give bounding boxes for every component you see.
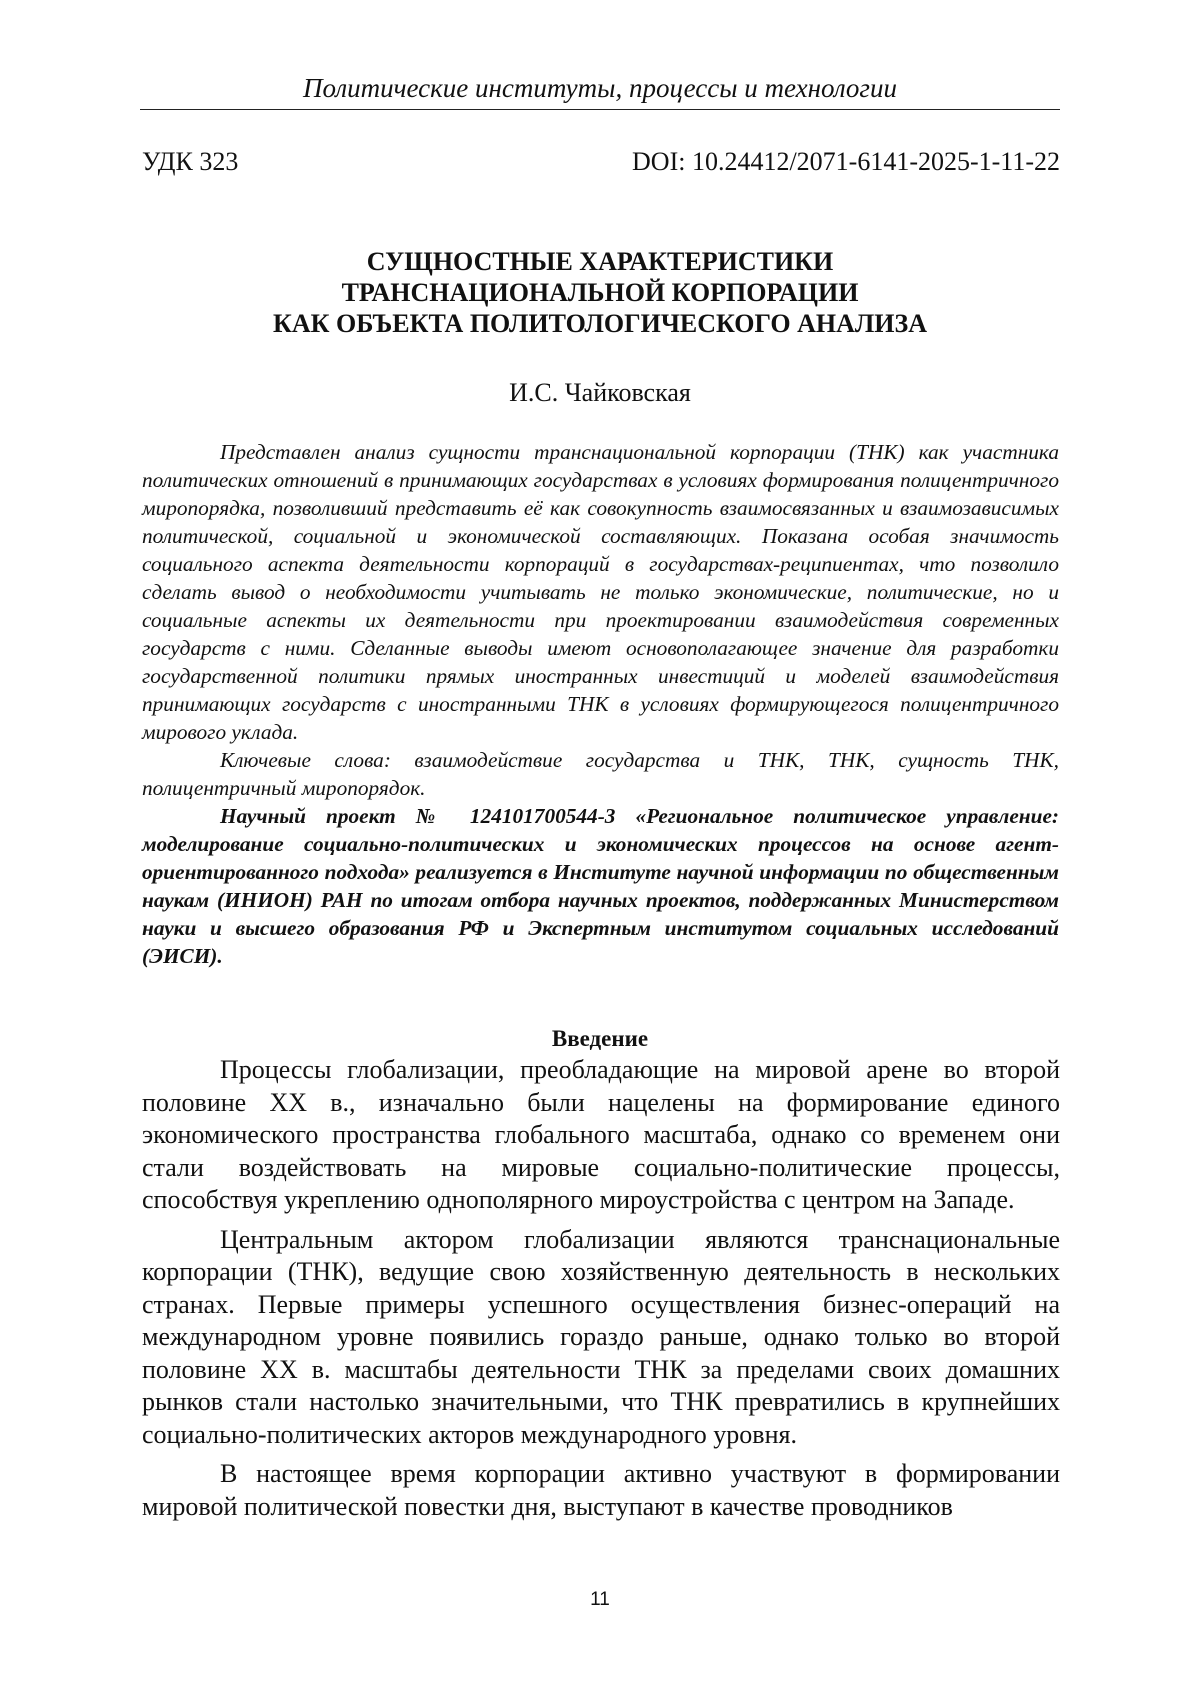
article-title [140,246,1060,339]
body-paragraph: В настоящее время корпорации активно участвуют в формировании мировой политической повестки дня, выступают в качестве проводников [142,1459,1060,1521]
title-line: КАК ОБЪЕКТА ПОЛИТОЛОГИЧЕСКОГО АНАЛИЗА [273,309,927,338]
abstract-block [142,438,1059,970]
author-name: И.С. Чайковская [509,378,691,407]
title-line: ТРАНСНАЦИОНАЛЬНОЙ КОРПОРАЦИИ [341,278,859,307]
funding-note: Научный проект № 124101700544-3 «Региональное политическое управление: моделирование социально-политических и экономических процессов на основе агент-ориентированного подхода» реализуется в Институте научной информации по общественным наукам (ИНИОН) РАН по итогам отбора научных проектов, поддержанных Министерством науки и высшего образования РФ и Экспертным институтом социальных исследований (ЭИСИ). [142,804,1059,968]
page-number: 11 [590,1589,610,1610]
section-heading: Введение [551,1026,649,1051]
title-line: СУЩНОСТНЫЕ ХАРАКТЕРИСТИКИ [366,247,834,276]
doi[interactable]: DOI: 10.24412/2071-6141-2025-1-11-22 [632,147,1060,176]
body-text [142,1054,1060,1530]
header-rule [140,109,1060,110]
udk-code: УДК 323 [142,147,239,176]
body-paragraph: Центральным актором глобализации являются транснациональные корпорации (ТНК), ведущие свою хозяйственную деятельность в нескольких странах. Первые примеры успешного осуществления бизнес-операций на международном уровне появились гораздо раньше, однако только во второй половине XX в. масштабы деятельности ТНК за пределами своих домашних рынков стали настолько значительными, что ТНК превратились в крупнейших социально-политических акторов международного уровня. [142,1224,1060,1449]
abstract: Представлен анализ сущности транснациональной корпорации (ТНК) как участника политических отношений в принимающих государствах в условиях формирования полицентричного миропорядка, позволивший представить её как совокупность взаимосвязанных и взаимозависимых политической, социальной и экономической составляющих. Показана особая значимость социального аспекта деятельности корпораций в государствах-реципиентах, что позволило сделать вывод о необходимости учитывать не только экономические, политические, но и социальные аспекты их деятельности при проектировании взаимодействия современных государств с ними. Сделанные выводы имеют основополагающее значение для разработки государственной политики прямых иностранных инвестиций и моделей взаимодействия принимающих государств с иностранными ТНК в условиях формирующегося полицентричного мирового уклада. [142,440,1059,744]
running-header: Политические институты, процессы и технологии [303,73,897,103]
body-paragraph: Процессы глобализации, преобладающие на мировой арене во второй половине XX в., изначально были нацелены на формирование единого экономического пространства глобального масштаба, однако со временем они стали воздействовать на мировые социально-политические процессы, способствуя укреплению однополярного мироустройства с центром на Западе. [142,1055,1060,1214]
keywords: Ключевые слова: взаимодействие государства и ТНК, ТНК, сущность ТНК, полицентричный миропорядок. [142,748,1059,800]
